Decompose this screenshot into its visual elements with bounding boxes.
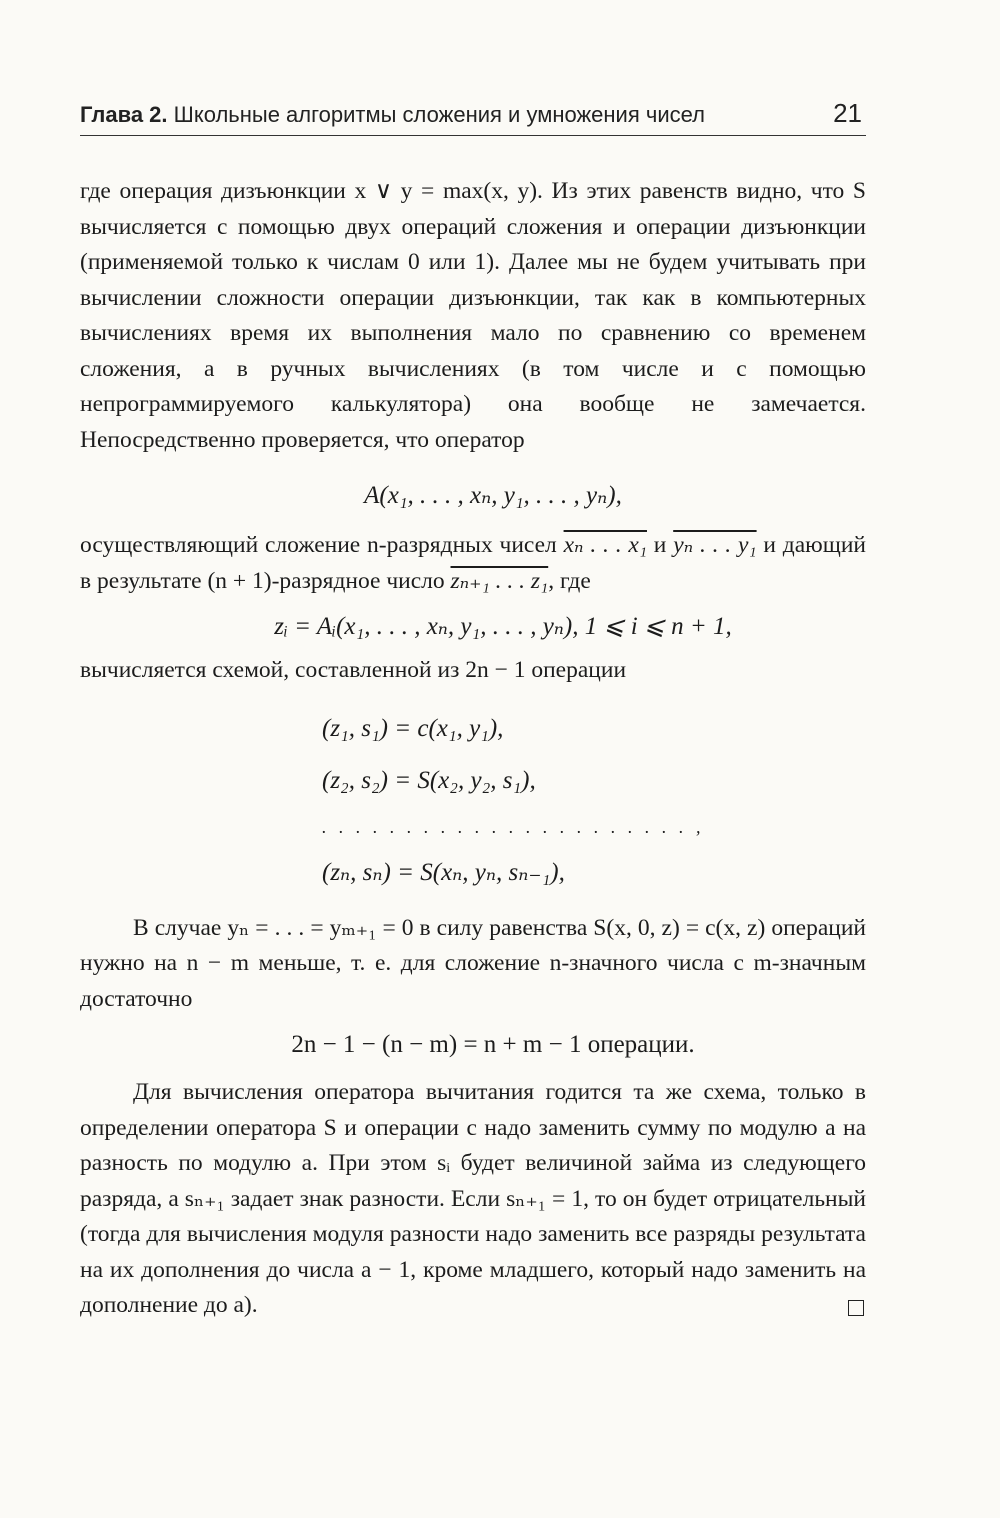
paragraph-2 [80,528,866,599]
equation-operator-a: A(x₁, . . . , xₙ, y₁, . . . , yₙ), [364,482,622,509]
chapter-label: Глава 2. [80,102,168,127]
paragraph-5: Для вычисления оператора вычитания годится та же схема, только в определении оператора S и операции c надо заменить сумму по модулю a на разность по модулю a. При этом sᵢ будет величиной займа из следующего разряда, а sₙ₊₁ задает знак разности. Если sₙ₊₁ = 1, то он будет отрицательный (тогда для вычисления модуля разности надо заменить все разряды результата на их дополнения до числа a − 1, кроме младшего, который надо заменить на дополнение до a). [80,1079,866,1318]
chapter-title: Школьные алгоритмы сложения и умножения чисел [173,102,705,127]
number-z: zₙ₊₁ . . . z₁ [450,567,549,594]
paragraph-2-and: и [653,532,667,558]
paragraph-2-text-2: и дающий в результате (n + 1)-разрядное число [80,532,866,594]
running-header [80,98,866,136]
number-x: xₙ . . . x₁ [563,532,647,558]
page [80,98,866,1324]
system-line-2: (z₂, s₂) = S(x₂, y₂, s₁), [322,766,536,794]
equation-system [322,703,866,899]
number-y: yₙ . . . y₁ [673,532,757,558]
paragraph-4: В случае yₙ = . . . = yₘ₊₁ = 0 в силу равенства S(x, 0, z) = c(x, z) операций нужно на n − m меньше, т. е. для сложение n-значного числа с m-значным достаточно [80,914,866,1012]
paragraph-2-text-3: , где [548,567,591,594]
page-number: 21 [833,98,862,128]
equation-operation-count: 2n − 1 − (n − m) = n + m − 1 операции. [291,1031,695,1058]
system-line-n: (zₙ, sₙ) = S(xₙ, yₙ, sₙ₋₁), [322,858,565,886]
equation-z-i: zᵢ = Aᵢ(x₁, . . . , xₙ, y₁, . . . , yₙ), 1 ⩽ i ⩽ n + 1, [274,613,732,640]
system-line-dots: . . . . . . . . . . . . . . . . . . . . . . , [322,816,705,837]
chapter-heading [80,102,705,128]
final-paragraph-block [80,1075,866,1324]
paragraph-3: вычисляется схемой, составленной из 2n − 1 операции [80,657,627,683]
system-line-1: (z₁, s₁) = c(x₁, y₁), [322,714,504,742]
qed-square-icon [848,1300,864,1316]
paragraph-2-text-1: осуществляющий сложение n-разрядных чисел [80,532,557,558]
paragraph-1: где операция дизъюнкции x ∨ y = max(x, y). Из этих равенств видно, что S вычисляется с помощью двух операций сложения и операции дизъюнкции (применяемой только к числам 0 или 1). Далее мы не будем учитывать при вычислении сложности операции дизъюнкции, так как в компьютерных вычислениях время их выполнения мало по сравнению со временем сложения, а в ручных вычислениях (в том числе и с помощью непрограммируемого калькулятора) она вообще не замечается. Непосредственно проверяется, что оператор [80,178,866,453]
